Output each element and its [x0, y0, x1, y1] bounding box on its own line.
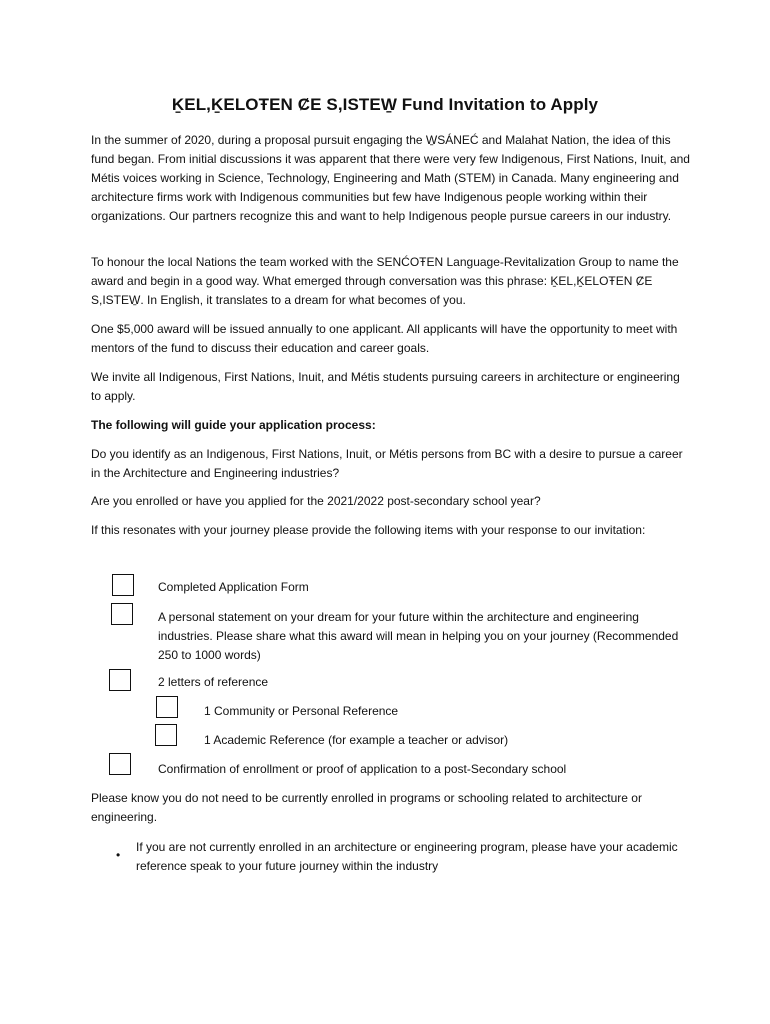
checkbox-personal-statement[interactable] — [111, 603, 133, 625]
checkbox-academic-reference[interactable] — [155, 724, 177, 746]
guide-heading: The following will guide your application process: — [91, 418, 376, 432]
checklist-item-personal-statement: A personal statement on your dream for your future within the architecture and engineering industries. Please share what this award will mean in helping you on your journey (Recommended 250 to 1000 words) — [158, 610, 679, 662]
intro-paragraph: In the summer of 2020, during a proposal pursuit engaging the W̱SÁNEĆ and Malahat Nation, the idea of this fund began. From initial discussions it was apparent that there were very few Indigenous, First Nations, Inuit, and Métis voices working in Science, Technology, Engineering and Math (STEM) in Canada. Many engineering and architecture firms work with Indigenous communities but few have Indigenous people working within their organizations. Our partners recognize this and want to help Indigenous people pursue careers in our industry. — [91, 133, 690, 223]
bullet-marker: • — [116, 848, 121, 862]
checkbox-application-form[interactable] — [112, 574, 134, 596]
naming-paragraph: To honour the local Nations the team worked with the SENĆOŦEN Language-Revitalization Group to name the award and begin in a good way. What emerged through conversation was this phrase: ḴEL,ḴELOŦEN ȻE S,ISTEW̱. In English, it translates to a dream for what becomes of you. — [91, 255, 679, 307]
checkbox-community-reference[interactable] — [156, 696, 178, 718]
identify-question: Do you identify as an Indigenous, First Nations, Inuit, or Métis persons from BC with a desire to pursue a career in the Architecture and Engineering industries? — [91, 447, 683, 480]
document-title: ḴEL,ḴELOŦEN ȻE S,ISTEW̱ Fund Invitation to Apply — [171, 95, 599, 114]
provide-items-paragraph: If this resonates with your journey please provide the following items with your response to our invitation: — [91, 523, 646, 537]
checklist-item-application-form: Completed Application Form — [158, 580, 309, 594]
note-paragraph: Please know you do not need to be currently enrolled in programs or schooling related to architecture or engineering. — [91, 791, 642, 824]
award-paragraph: One $5,000 award will be issued annually to one applicant. All applicants will have the opportunity to meet with mentors of the fund to discuss their education and career goals. — [91, 322, 678, 355]
checkbox-letters-of-reference[interactable] — [109, 669, 131, 691]
enrolled-question: Are you enrolled or have you applied for the 2021/2022 post-secondary school year? — [91, 494, 541, 508]
invite-paragraph: We invite all Indigenous, First Nations, Inuit, and Métis students pursuing careers in architecture or engineering to apply. — [91, 370, 680, 403]
checklist-subitem-academic-reference: 1 Academic Reference (for example a teacher or advisor) — [204, 733, 509, 747]
checklist-subitem-community-reference: 1 Community or Personal Reference — [204, 704, 399, 718]
bullet-item-academic-reference-note: If you are not currently enrolled in an architecture or engineering program, please have your academic reference speak to your future journey within the industry — [136, 840, 678, 873]
checklist-item-enrollment-confirmation: Confirmation of enrollment or proof of application to a post-Secondary school — [158, 762, 567, 776]
checklist-item-letters-of-reference: 2 letters of reference — [158, 675, 269, 689]
checkbox-enrollment-confirmation[interactable] — [109, 753, 131, 775]
